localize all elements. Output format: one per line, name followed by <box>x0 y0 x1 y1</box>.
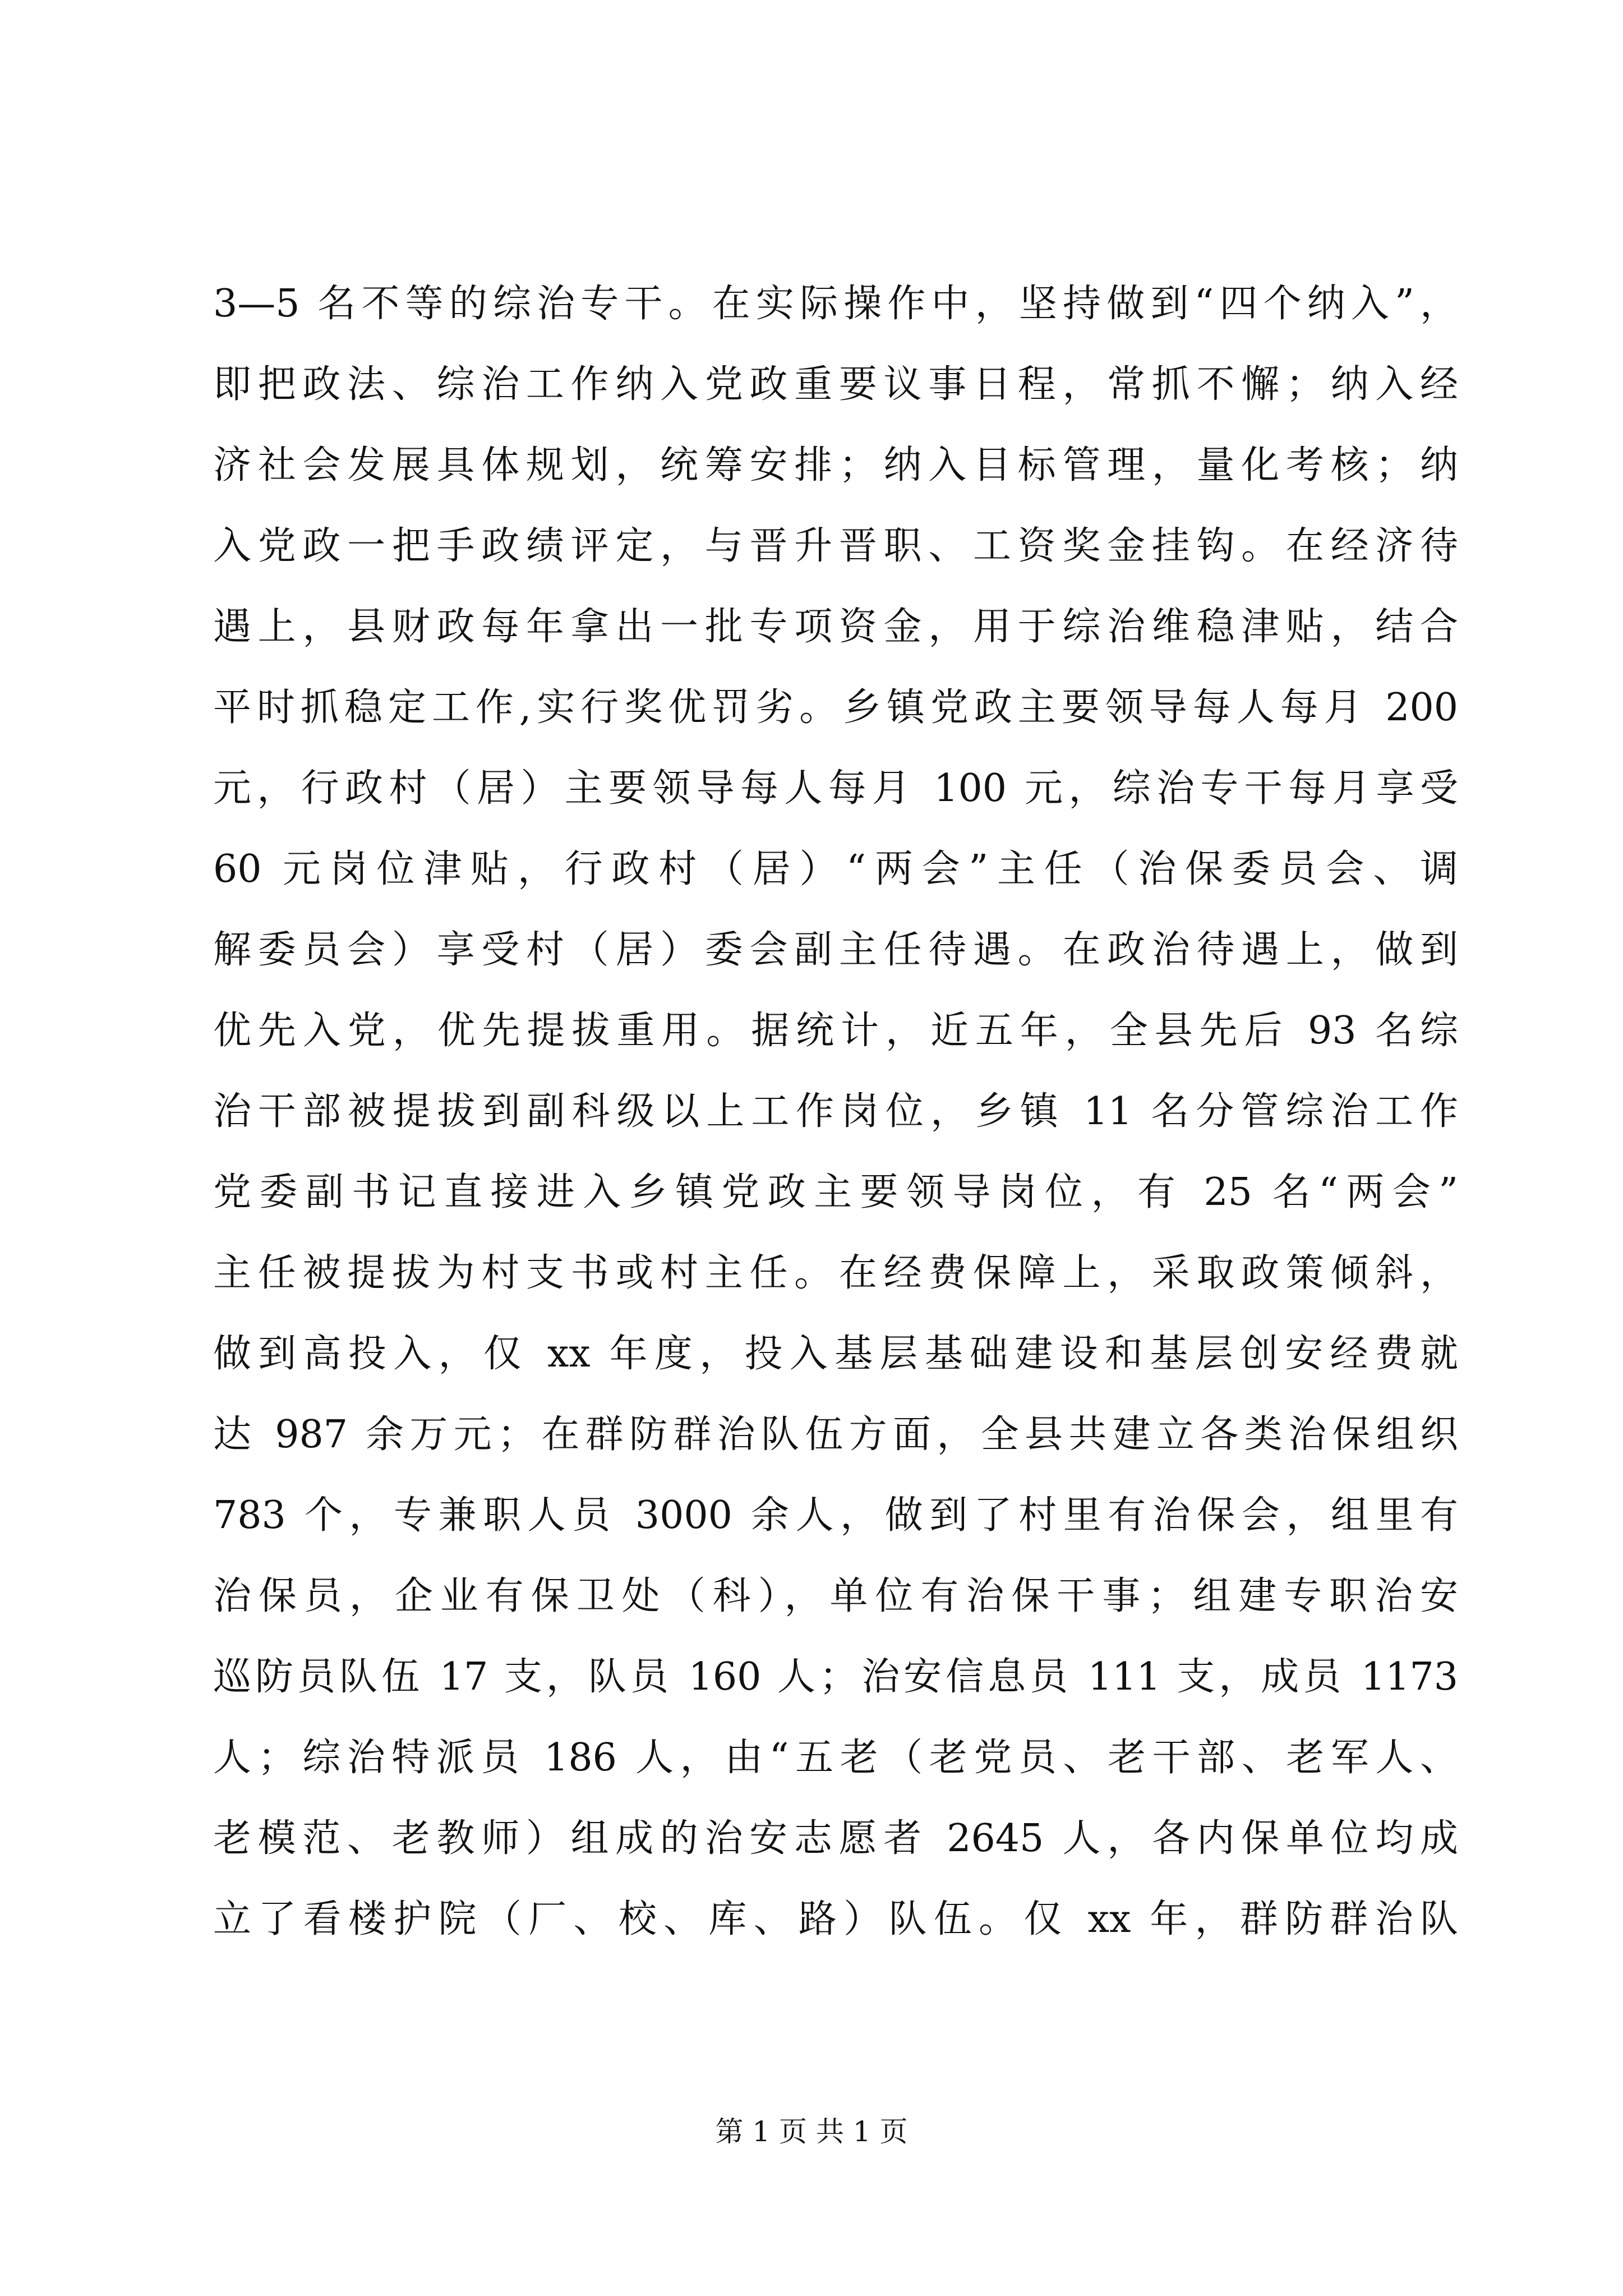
text-line-3: 济社会发展具体规划，统筹安排；纳入目标管理，量化考核；纳 <box>213 443 1458 487</box>
text-line-14: 做到高投入，仅 xx 年度，投入基层基础建设和基层创安经费就 <box>213 1332 1458 1376</box>
text-line-20: 老模范、老教师）组成的治安志愿者 2645 人，各内保单位均成 <box>213 1816 1458 1861</box>
text-line-13: 主任被提拔为村支书或村主任。在经费保障上，采取政策倾斜， <box>213 1251 1458 1295</box>
text-line-11: 治干部被提拔到副科级以上工作岗位，乡镇 11 名分管综治工作 <box>213 1089 1458 1134</box>
text-line-6: 平时抓稳定工作,实行奖优罚劣。乡镇党政主要领导每人每月 200 <box>213 685 1458 730</box>
text-line-2: 即把政法、综治工作纳入党政重要议事日程，常抓不懈；纳入经 <box>213 362 1458 407</box>
text-line-4: 入党政一把手政绩评定，与晋升晋职、工资奖金挂钩。在经济待 <box>213 524 1458 568</box>
text-line-7: 元，行政村（居）主要领导每人每月 100 元，综治专干每月享受 <box>213 766 1458 811</box>
text-line-17: 治保员，企业有保卫处（科），单位有治保干事；组建专职治安 <box>213 1574 1458 1618</box>
text-line-5: 遇上，县财政每年拿出一批专项资金，用于综治维稳津贴，结合 <box>213 605 1458 649</box>
page-footer: 第 1 页 共 1 页 <box>715 2115 908 2148</box>
text-line-12: 党委副书记直接进入乡镇党政主要领导岗位，有 25 名“两会” <box>213 1170 1458 1214</box>
text-line-16: 783 个，专兼职人员 3000 余人，做到了村里有治保会，组里有 <box>213 1493 1458 1538</box>
text-line-1: 3—5 名不等的综治专干。在实际操作中，坚持做到“四个纳入”， <box>213 282 1458 326</box>
text-line-15: 达 987 余万元；在群防群治队伍方面，全县共建立各类治保组织 <box>213 1412 1458 1457</box>
text-line-9: 解委员会）享受村（居）委会副主任待遇。在政治待遇上，做到 <box>213 928 1458 972</box>
text-line-21: 立了看楼护院（厂、校、库、路）队伍。仅 xx 年，群防群治队 <box>213 1897 1458 1941</box>
document-body <box>213 264 1458 1960</box>
text-line-10: 优先入党，优先提拔重用。据统计，近五年，全县先后 93 名综 <box>213 1009 1458 1053</box>
text-line-8: 60 元岗位津贴，行政村（居）“两会”主任（治保委员会、调 <box>213 847 1458 891</box>
text-line-19: 人；综治特派员 186 人，由“五老（老党员、老干部、老军人、 <box>213 1736 1458 1780</box>
text-line-18: 巡防员队伍 17 支，队员 160 人；治安信息员 111 支，成员 1173 <box>213 1655 1458 1699</box>
